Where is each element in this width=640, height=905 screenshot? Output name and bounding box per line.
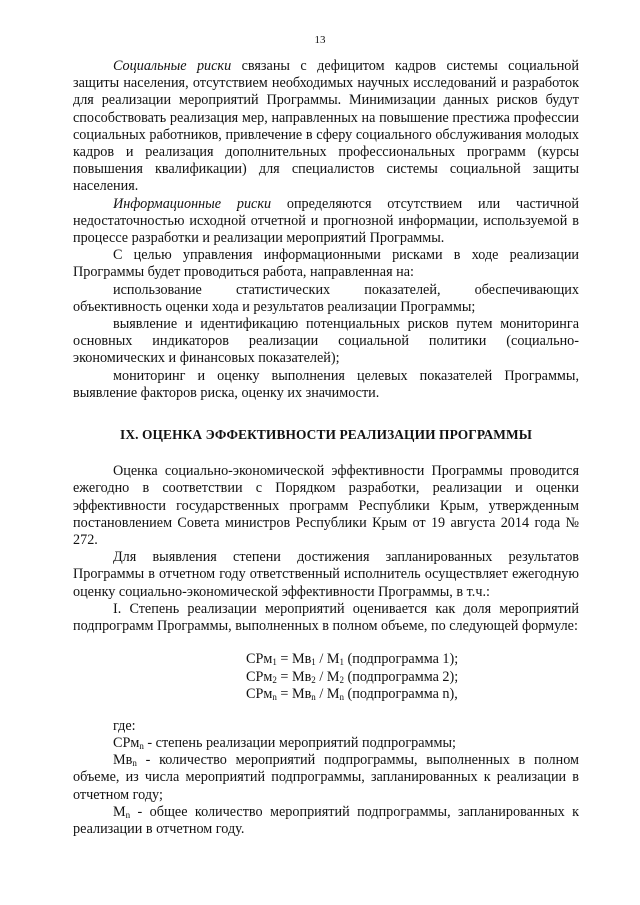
where-label: где: [113,717,136,734]
term-social-risks: Социальные риски [113,58,232,74]
paragraph-degree: Для выявления степени достижения запланированных результатов Программы в отчетном году ответственный исполнитель осуществляет ежегодную оценку социально-экономической эффективности Программы, в т.ч.: [73,549,579,600]
formula-line: $СРм_1 = Мв_1 / М_1$ (подпрограмма 1); [246,651,459,668]
paragraph-evaluation: Оценка социально-экономической эффективности Программы проводится ежегодно в соответствии с Порядком разработки, реализации и оценки эффективности государственных программ Республики Крым, утвержденным постановлением Совета министров Республики Крым от 19 августа 2014 года № 272. [73,463,579,549]
paragraph-statistics: использование статистических показателей, обеспечивающих объективность оценки хода и результатов реализации Программы; [73,281,579,315]
paragraph-risk-management: С целью управления информационными рисками в ходе реализации Программы будет проводиться работа, направленная на: [73,247,579,281]
formula-line: $СРм_n = Мв_n / М_n$ (подпрограмма n), [246,686,458,703]
paragraph-monitoring: мониторинг и оценку выполнения целевых показателей Программы, выявление факторов риска, оценку их значимости. [73,367,579,401]
paragraph-social-risks: Социальные риски связаны с дефицитом кадров системы социальной защиты населения, отсутствием необходимых научных исследований и разработок для реализации мероприятий Программы. Минимизации данных рисков будут способствовать реализация мер, направленных на повышение престижа профессии социальных работников, привлечение в сферу социального обслуживания молодых кадров и реализация дополнительных профессиональных программ (курсы повышения квалификации) для специалистов системы социальной защиты населения. [73,58,579,195]
definition-srm: СРм$_n$ - степень реализации мероприятий подпрограммы; [113,735,456,751]
section-heading: IX. ОЦЕНКА ЭФФЕКТИВНОСТИ РЕАЛИЗАЦИИ ПРОГРАММЫ [120,427,532,443]
definition-mv: $Мв_n$ - количество мероприятий подпрограммы, выполненных в полном объеме, из числа мероприятий подпрограммы, запланированных к реализации в отчетном году; [73,752,579,803]
term-information-risks: Информационные риски [113,195,272,212]
document-body [73,58,579,838]
formula-block [73,651,579,704]
paragraph-formula-intro: I. Степень реализации мероприятий оценивается как доля мероприятий подпрограмм Программы, выполненных в полном объеме, по следующей формуле: [73,600,579,635]
paragraph-identification: выявление и идентификацию потенциальных рисков путем мониторинга основных индикаторов реализации социальной политики (социально-экономических и финансовых показателей); [73,316,579,367]
paragraph-information-risks: Информационные риски определяются отсутствием или частичной недостаточностью исходной отчетной и прогнозной информации, используемой в процессе разработки и реализации мероприятий Программы. [73,195,579,247]
page-number: 13 [314,34,326,46]
formula-line: $СРм_2 = Мв_2 / М_2$ (подпрограмма 2); [246,668,459,685]
definition-m: $М_n$ - общее количество мероприятий подпрограммы, запланированных к реализации в отчетном году. [73,803,579,838]
